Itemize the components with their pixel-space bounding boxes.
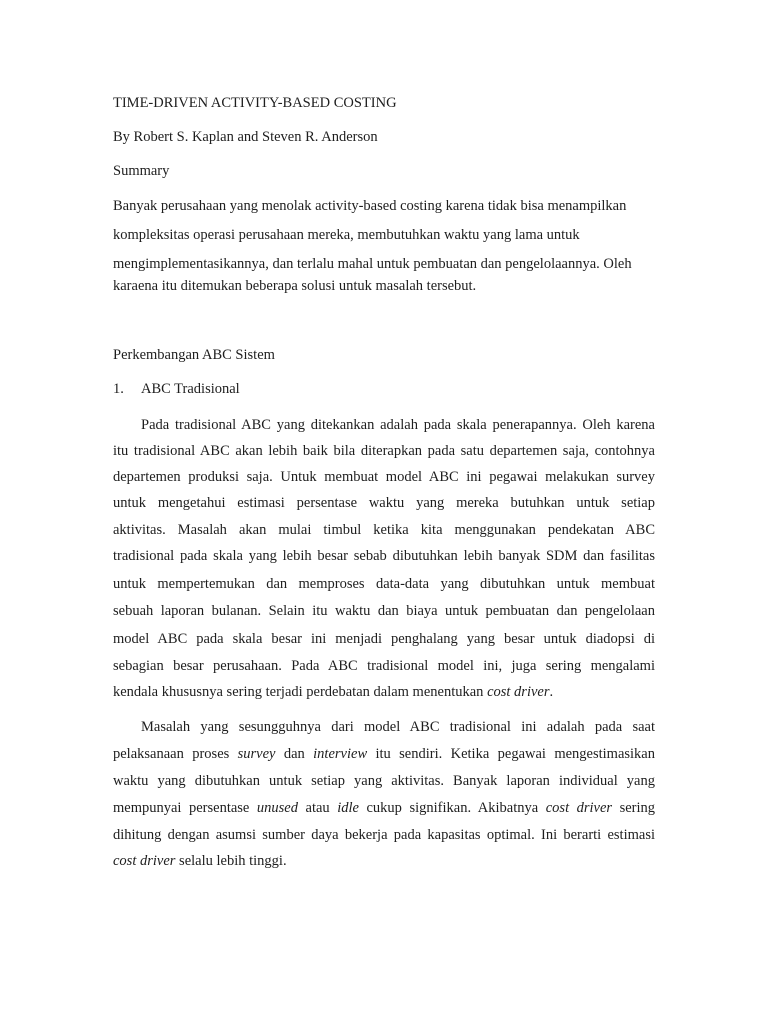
summary-line: karaena itu ditemukan beberapa solusi untuk masalah tersebut. — [113, 278, 477, 294]
paragraph-line: untuk mengetahui estimasi persentase waktu yang mereka butuhkan untuk setiap — [113, 495, 655, 511]
paragraph-text: itu sendiri. Ketika pegawai mengestimasikan — [367, 746, 655, 762]
paragraph-text: dan — [275, 746, 314, 762]
paragraph-line: aktivitas. Masalah akan mulai timbul ketika kita menggunakan pendekatan ABC — [113, 522, 655, 538]
document-authors: By Robert S. Kaplan and Steven R. Anderson — [113, 129, 378, 145]
paragraph-line — [113, 852, 287, 870]
subsection-heading — [113, 380, 240, 398]
italic-term: survey — [237, 746, 276, 762]
italic-term: unused — [256, 800, 298, 816]
italic-term: interview — [313, 746, 368, 762]
summary-line: kompleksitas operasi perusahaan mereka, membutuhkan waktu yang lama untuk — [113, 227, 580, 243]
paragraph-line: untuk mempertemukan dan memproses data-data yang dibutuhkan untuk membuat — [113, 576, 655, 592]
paragraph-line: tradisional pada skala yang lebih besar sebab dibutuhkan lebih banyak SDM dan fasilitas — [113, 548, 655, 564]
paragraph-line — [113, 799, 655, 817]
paragraph-text: sering — [612, 800, 656, 816]
paragraph-line: sebagian besar perusahaan. Pada ABC tradisional model ini, juga sering mengalami — [113, 658, 655, 674]
paragraph-text: atau — [298, 800, 338, 816]
italic-term: cost driver — [113, 853, 176, 869]
document-title: TIME-DRIVEN ACTIVITY-BASED COSTING — [113, 95, 397, 111]
paragraph-line: sebuah laporan bulanan. Selain itu waktu dan biaya untuk pembuatan dan pengelolaan — [113, 603, 655, 619]
paragraph-text: . — [549, 684, 554, 700]
paragraph-line: Pada tradisional ABC yang ditekankan adalah pada skala penerapannya. Oleh karena — [141, 417, 655, 433]
summary-line: Banyak perusahaan yang menolak activity-based costing karena tidak bisa menampilkan — [113, 198, 627, 214]
paragraph-text: selalu lebih tinggi. — [175, 853, 287, 869]
paragraph-text: kendala khususnya sering terjadi perdebatan dalam menentukan — [113, 684, 488, 700]
paragraph-line: dihitung dengan asumsi sumber daya bekerja pada kapasitas optimal. Ini berarti estimasi — [113, 827, 655, 843]
summary-heading: Summary — [113, 163, 170, 179]
italic-term: cost driver — [545, 800, 613, 816]
subsection-title: ABC Tradisional — [141, 381, 240, 397]
paragraph-text: cukup signifikan. Akibatnya — [358, 800, 546, 816]
paragraph-text: mempunyai persentase — [113, 800, 257, 816]
summary-line: mengimplementasikannya, dan terlalu mahal untuk pembuatan dan pengelolaannya. Oleh — [113, 256, 632, 272]
italic-term: idle — [337, 800, 359, 816]
subsection-number: 1. — [113, 381, 124, 397]
section-heading: Perkembangan ABC Sistem — [113, 347, 275, 363]
paragraph-line: waktu yang dibutuhkan untuk setiap yang aktivitas. Banyak laporan individual yang — [113, 773, 655, 789]
paragraph-line: itu tradisional ABC akan lebih baik bila diterapkan pada satu departemen saja, contohnya — [113, 443, 655, 459]
paragraph-line: model ABC pada skala besar ini menjadi penghalang yang besar untuk diadopsi di — [113, 631, 655, 647]
paragraph-line: departemen produksi saja. Untuk membuat model ABC ini pegawai melakukan survey — [113, 469, 655, 485]
paragraph-line: Masalah yang sesungguhnya dari model ABC tradisional ini adalah pada saat — [141, 719, 655, 735]
paragraph-line — [113, 745, 655, 763]
italic-term: cost driver — [487, 684, 550, 700]
paragraph-line — [113, 683, 553, 701]
paragraph-text: pelaksanaan proses — [113, 746, 238, 762]
